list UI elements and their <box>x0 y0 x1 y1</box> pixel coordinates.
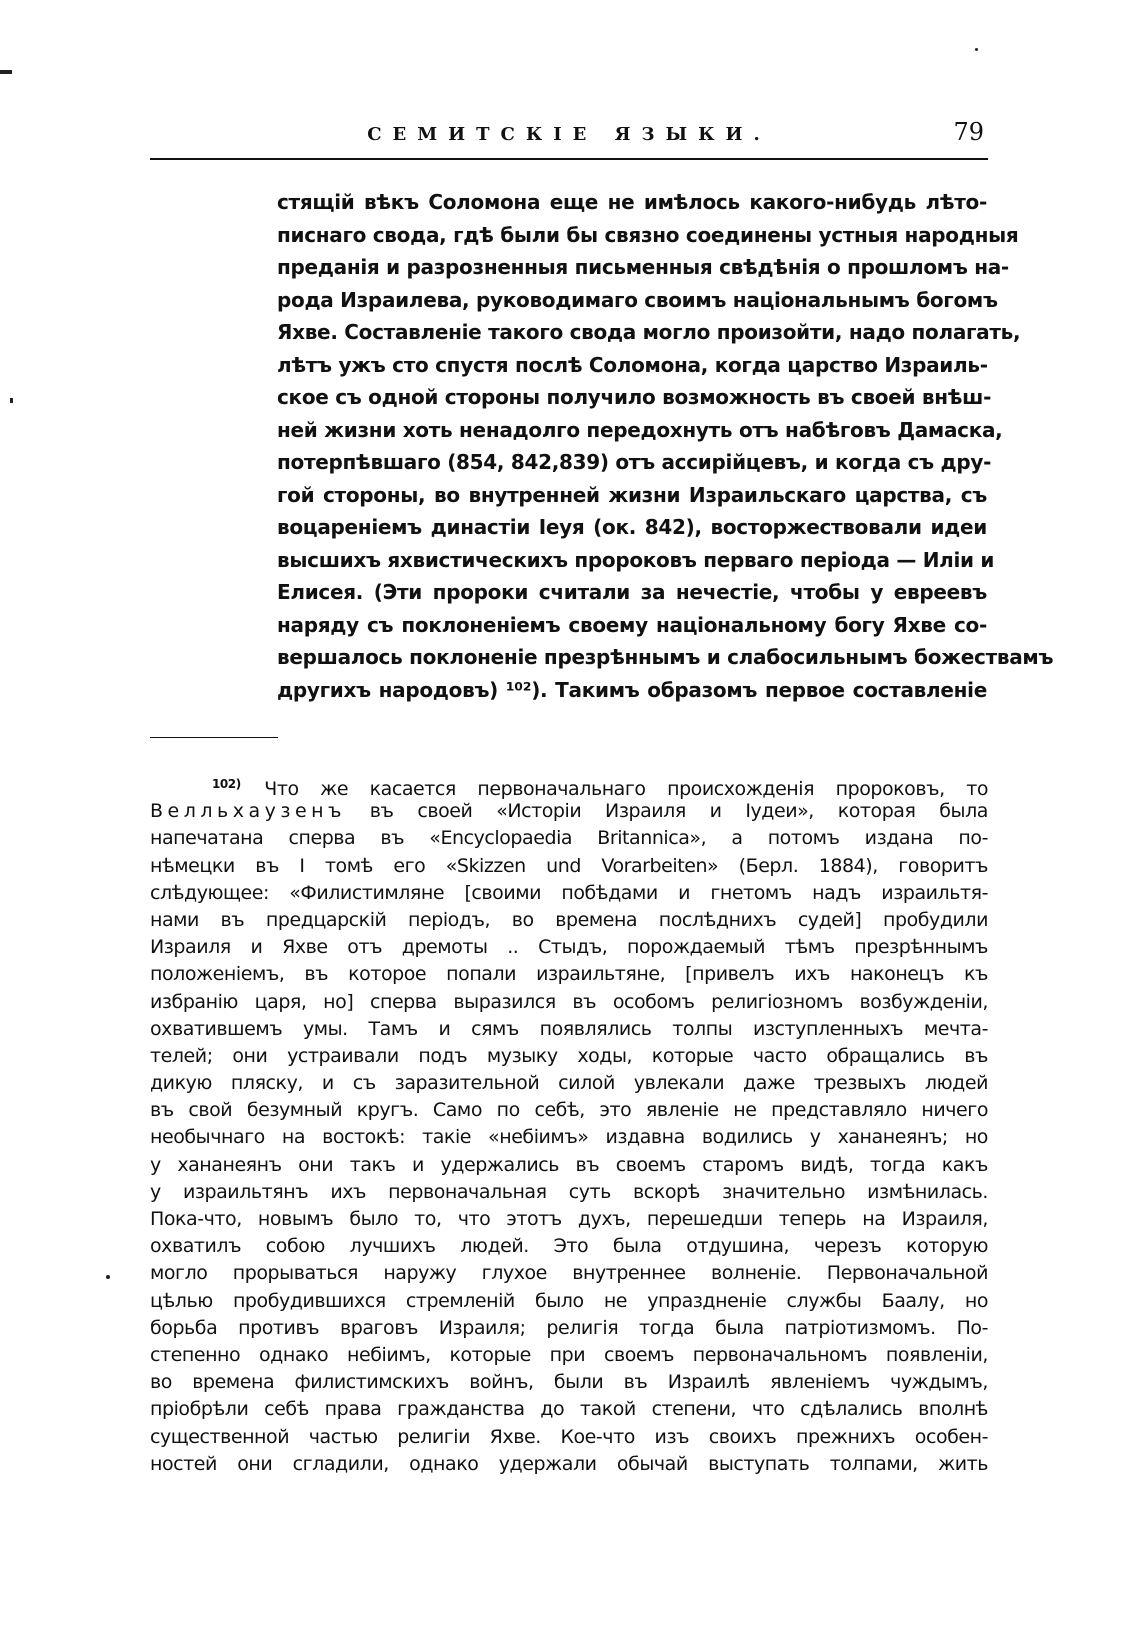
scan-mark-dot-top <box>975 48 978 51</box>
body-line: воцареніемъ династіи Іеуя (ок. 842), восторжествовали идеи <box>277 515 987 539</box>
footnote-line: въ свой безумный кругъ. Само по себѣ, это явленіе не представляло ничего <box>150 1099 988 1122</box>
footnote-line: могло прорываться наружу глухое внутреннее волненіе. Первоначальной <box>150 1262 988 1285</box>
body-line: Елисея. (Эти пророки считали за нечестіе, чтобы у евреевъ <box>277 580 987 604</box>
footnote-line: слѣдующее: «Филистимляне [своими побѣдами и гнетомъ надъ израильтя- <box>150 881 988 904</box>
body-line: потерпѣвшаго (854, 842,839) отъ ассирійцевъ, и когда съ дру- <box>277 450 992 474</box>
body-line: гой стороны, во внутренней жизни Израильскаго царства, съ <box>277 482 987 507</box>
body-text <box>277 186 1054 706</box>
footnote-line: во времена филистимскихъ войнъ, были въ Израилѣ явленіемъ чуждымъ, <box>150 1371 988 1394</box>
footnote-line: избранію царя, но] сперва выразился въ особомъ религіозномъ возбужденіи, <box>150 990 988 1013</box>
footnote-line: телей; они устраивали подъ музыку ходы, которые часто обращались въ <box>150 1044 988 1067</box>
body-line: ское съ одной стороны получило возможность въ своей внѣш- <box>277 385 992 409</box>
body-line: наряду съ поклоненіемъ своему національному богу Яхве со- <box>277 612 987 637</box>
footnote-line: борьба противъ враговъ Израиля; религія тогда была патріотизмомъ. По- <box>150 1316 988 1339</box>
running-title: СЕМИТСКІЕ ЯЗЫКИ. <box>367 124 771 145</box>
footnote-text: въ своей «Исторіи Израиля и Іудеи», которая была <box>369 800 988 823</box>
footnote-line: охватившемъ умы. Тамъ и сямъ появлялись толпы изступленныхъ мечта- <box>150 1017 988 1040</box>
footnote-line: необычнаго на востокѣ: такіе «небіимъ» издавна водились у хананеянъ; но <box>150 1126 988 1149</box>
body-line: вершалось поклоненіе презрѣннымъ и слабосильнымъ божествамъ <box>277 645 1054 669</box>
footnote-line: положеніемъ, въ которое попали израильтяне, [привелъ ихъ наконецъ къ <box>150 963 988 986</box>
running-head <box>150 118 988 160</box>
footnote-line: у израильтянъ ихъ первоначальная суть вскорѣ значительно измѣнилась. <box>150 1180 988 1203</box>
footnote-line: цѣлью пробудившихся стремленій было не упраздненіе службы Баалу, но <box>150 1289 988 1312</box>
footnote-line: Пока-что, новымъ было то, что этотъ духъ, перешедши теперь на Израиля, <box>150 1208 988 1230</box>
body-line: стящій вѣкъ Соломона еще не имѣлось какого-нибудь лѣто- <box>277 190 987 214</box>
footnote-line: дикую пляску, и съ заразительной силой увлекали даже трезвыхъ людей <box>150 1072 988 1095</box>
body-line: рода Израилева, руководимаго своимъ національнымъ богомъ <box>277 287 998 312</box>
body-line: ней жизни хоть ненадолго передохнуть отъ набѣговъ Дамаска, <box>277 417 1003 442</box>
footnote-author-name: Велльхаузенъ <box>150 800 346 823</box>
footnote-line: пріобрѣли себѣ права гражданства до такой степени, что сдѣлались вполнѣ <box>150 1398 988 1421</box>
body-line: Яхве. Составленіе такого свода могло произойти, надо полагать, <box>277 320 1021 344</box>
body-line: другихъ народовъ) ¹⁰²). Такимъ образомъ первое составленіе <box>277 677 987 702</box>
footnote-line-first <box>150 771 988 798</box>
footnote-line: нами въ предцарскій періодъ, во времена послѣднихъ судей] пробудили <box>150 908 988 931</box>
scan-mark-dot-mid <box>10 398 13 403</box>
footnote-line: напечатана сперва въ «Encyclopaedia Britannica», а потомъ издана по- <box>150 827 988 850</box>
page-number: 79 <box>953 118 984 146</box>
footnote-line: Израиля и Яхве отъ дремоты .. Стыдъ, порождаемый тѣмъ презрѣннымъ <box>150 936 988 959</box>
body-line: лѣтъ ужъ сто спустя послѣ Соломона, когда царство Израиль- <box>277 352 988 377</box>
body-line: высшихъ яхвистическихъ пророковъ перваго періода — Иліи и <box>277 547 995 572</box>
footnote-marker: 102) <box>212 777 241 791</box>
footnote-line: существенной частью религіи Яхве. Кое-что изъ своихъ прежнихъ особен- <box>150 1425 988 1448</box>
footnote-line: охватилъ собою лучшихъ людей. Это была отдушина, черезъ которую <box>150 1235 988 1258</box>
footnote-line-second <box>150 798 988 825</box>
footnote-line: степенно однако небіимъ, которые при своемъ первоначальномъ появленіи, <box>150 1343 988 1366</box>
footnote-text: Что же касается первоначальнаго происхожденія пророковъ, то <box>264 778 988 800</box>
footnote <box>150 771 988 1478</box>
footnote-line: ностей они сгладили, однако удержали обычай выступать толпами, жить <box>150 1452 988 1475</box>
scan-mark-dot-low <box>106 1275 110 1279</box>
body-line: преданія и разрозненныя письменныя свѣдѣнія о прошломъ на- <box>277 255 1009 279</box>
footnote-line: у хананеянъ они такъ и удержались въ своемъ старомъ видѣ, тогда какъ <box>150 1153 988 1176</box>
body-line: писнаго свода, гдѣ были бы связно соединены устныя народныя <box>277 222 1019 247</box>
footnote-rule <box>150 737 278 738</box>
scan-mark-left <box>0 70 12 74</box>
footnote-line: нѣмецки въ I томѣ его «Skizzen und Vorarbeiten» (Берл. 1884), говоритъ <box>150 854 988 877</box>
